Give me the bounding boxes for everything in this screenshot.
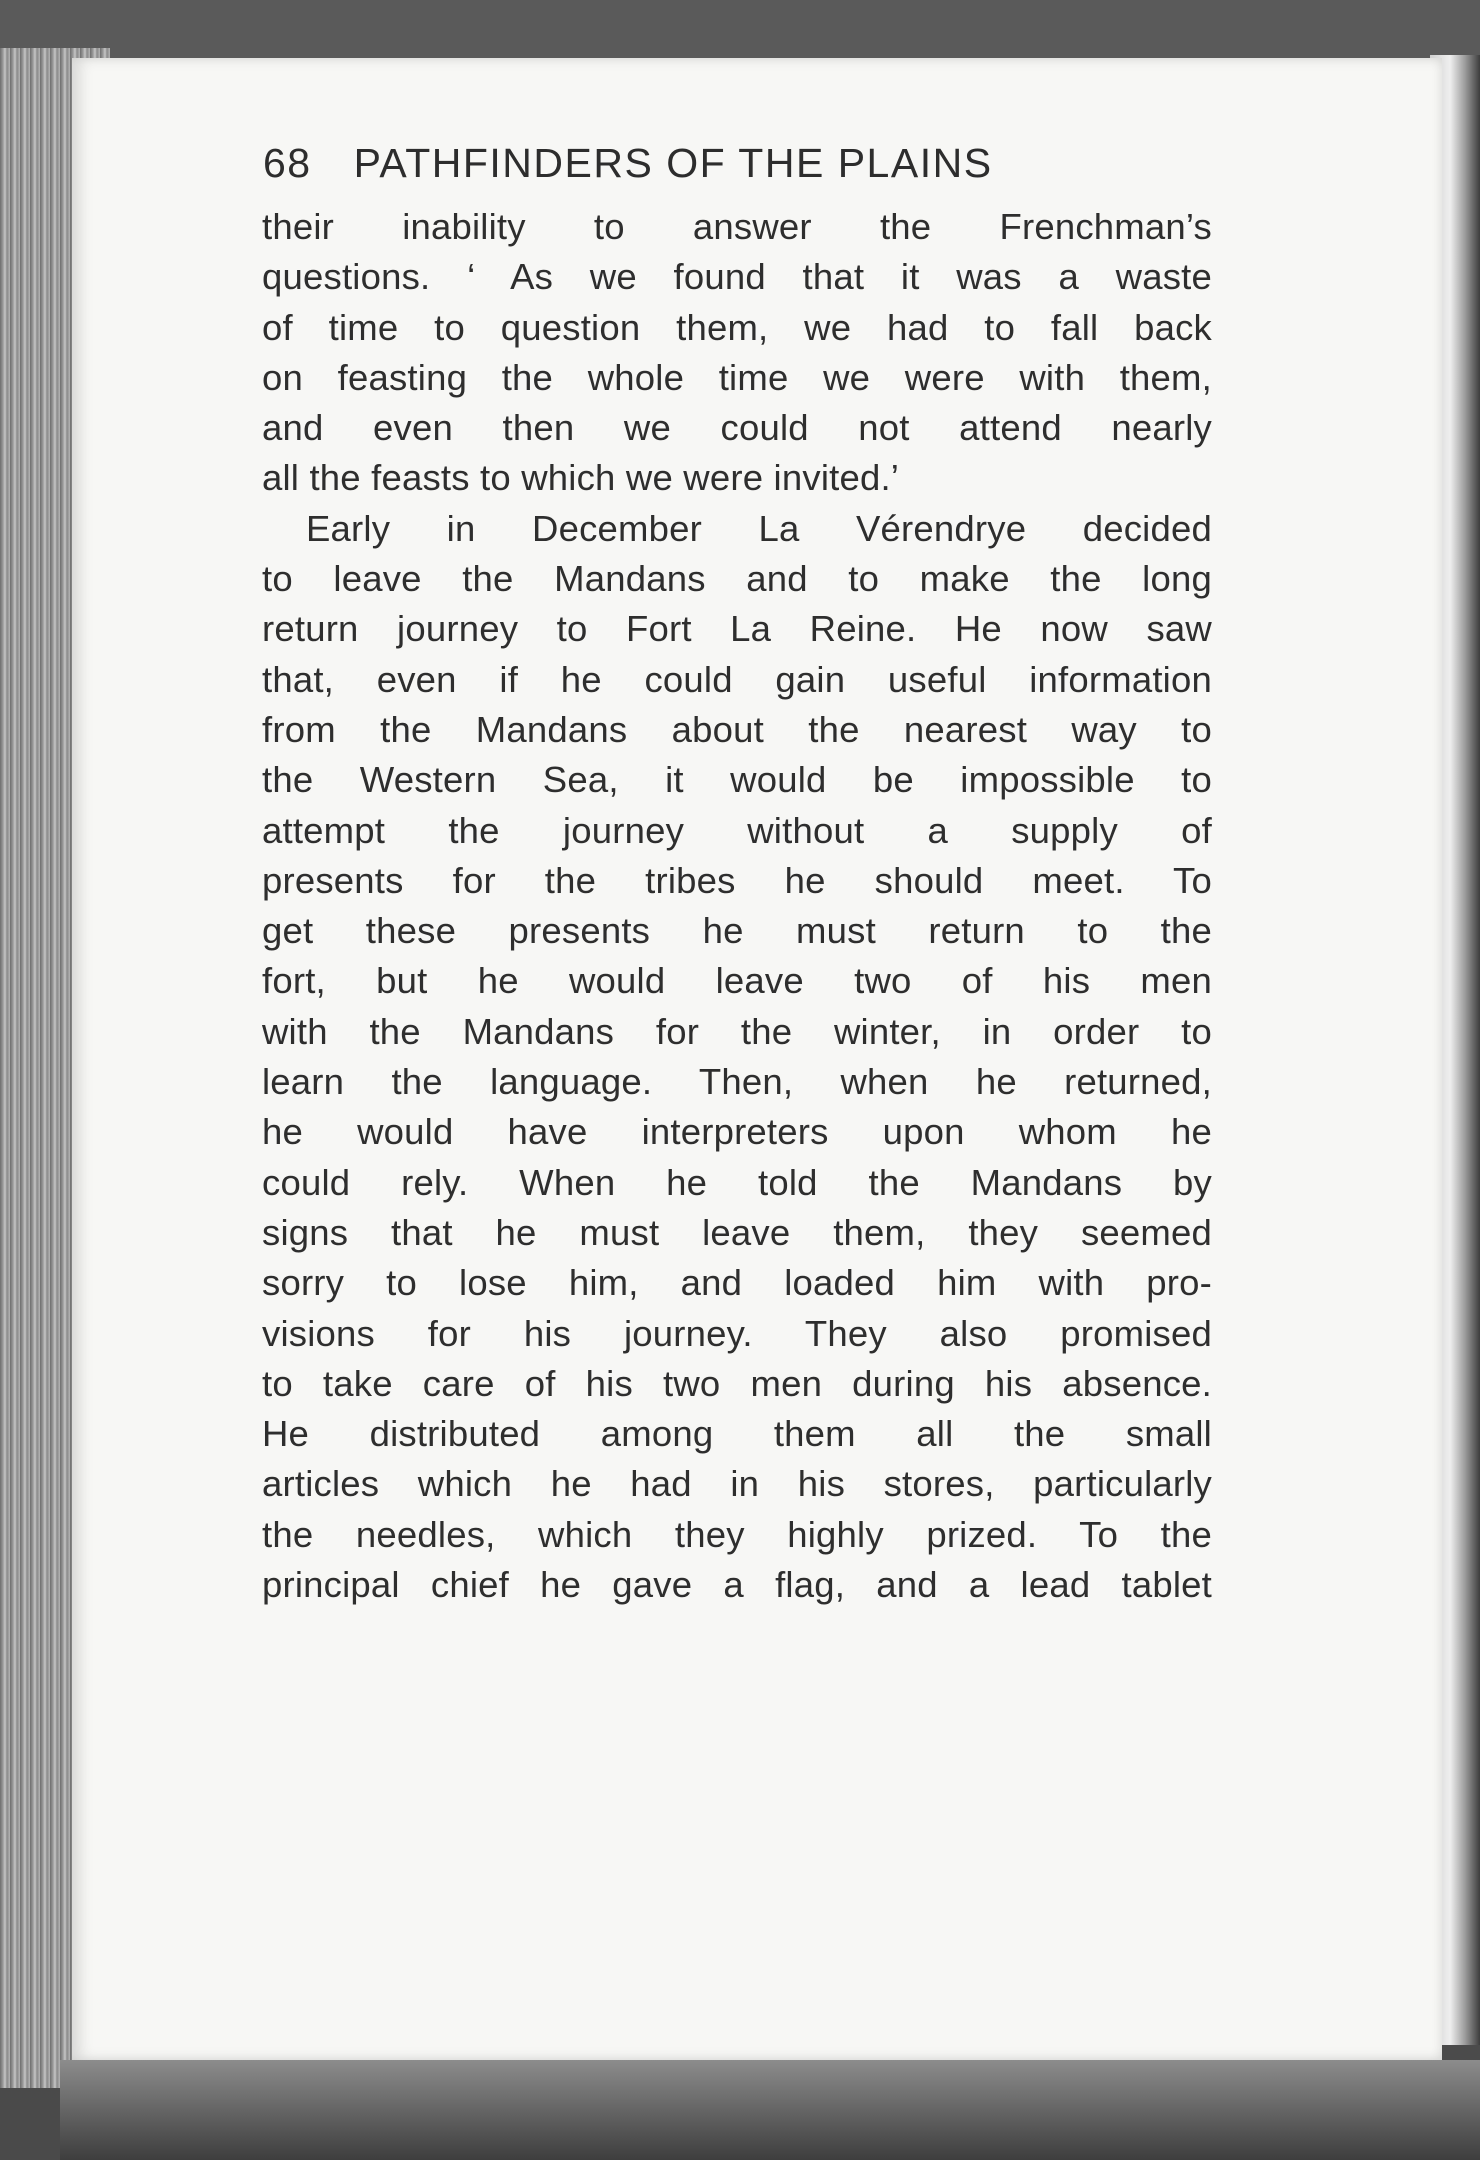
running-head [263, 140, 1203, 200]
text-line: He distributed among them all the small [262, 1413, 1212, 1455]
text-line: all the feasts to which we were invited.’ [262, 457, 900, 499]
text-line: learn the language. Then, when he returned, [262, 1061, 1212, 1103]
text-line: Early in December La Vérendrye decided [306, 507, 1212, 549]
text-line: the needles, which they highly prized. To the [262, 1513, 1212, 1555]
text-line: fort, but he would leave two of his men [262, 960, 1212, 1002]
text-line: presents for the tribes he should meet. To [262, 859, 1212, 901]
text-line: from the Mandans about the nearest way to [262, 708, 1212, 750]
page-number: 68 [263, 140, 312, 186]
text-line: on feasting the whole time we were with them, [262, 356, 1212, 398]
text-line: sorry to lose him, and loaded him with pro- [262, 1262, 1212, 1304]
body-text [262, 202, 1212, 1610]
text-line: signs that he must leave them, they seemed [262, 1211, 1212, 1253]
text-line: principal chief he gave a flag, and a lead tablet [262, 1564, 1212, 1606]
text-line: and even then we could not attend nearly [262, 407, 1212, 449]
paragraph [262, 504, 1212, 1611]
text-line: the Western Sea, it would be impossible to [262, 759, 1212, 801]
text-line: attempt the journey without a supply of [262, 809, 1212, 851]
text-line: with the Mandans for the winter, in order to [262, 1010, 1212, 1052]
text-line: questions. ‘ As we found that it was a waste [262, 256, 1212, 298]
text-line: that, even if he could gain useful information [262, 658, 1212, 700]
text-line: to leave the Mandans and to make the long [262, 558, 1212, 600]
text-line: get these presents he must return to the [262, 910, 1212, 952]
text-line: visions for his journey. They also promised [262, 1312, 1212, 1354]
text-line: he would have interpreters upon whom he [262, 1111, 1212, 1153]
text-line: articles which he had in his stores, particularly [262, 1463, 1212, 1505]
paragraph [262, 202, 1212, 504]
text-line: their inability to answer the Frenchman’s [262, 206, 1212, 247]
text-line: of time to question them, we had to fall back [262, 306, 1212, 348]
text-line: could rely. When he told the Mandans by [262, 1161, 1212, 1203]
text-line: to take care of his two men during his absence. [262, 1362, 1212, 1404]
text-line: return journey to Fort La Reine. He now saw [262, 608, 1212, 650]
running-title: PATHFINDERS OF THE PLAINS [353, 140, 993, 186]
book-bottom-shadow [60, 2060, 1480, 2160]
